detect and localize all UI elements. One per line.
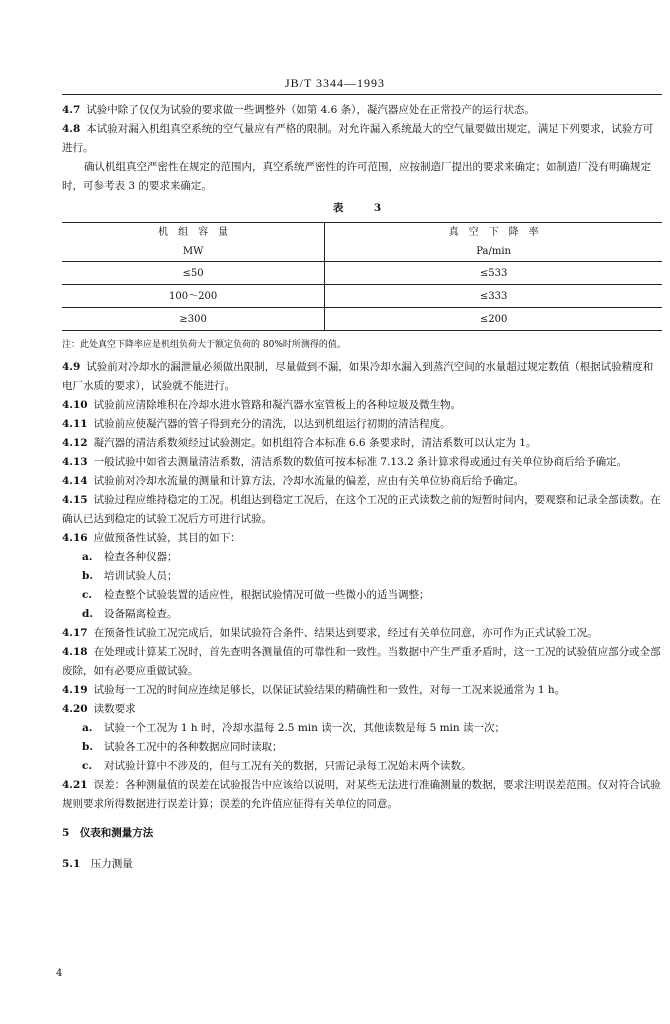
numbered-paragraph: [62, 700, 662, 719]
list-item: [62, 605, 662, 624]
paragraph-text: 试验前应清除堆积在冷却水进水管路和凝汽器水室管板上的各种垃圾及微生物。: [93, 399, 462, 411]
list-item: [62, 586, 662, 605]
paragraph-text: 在预备性试验工况完成后，如果试验符合条件、结果达到要求，经过有关单位同意，亦可作为正式试验工况。: [93, 627, 598, 639]
list-item-label: d.: [82, 608, 93, 620]
section-title: 仪表和测量方法: [79, 827, 154, 839]
table-header-rate-label: 真 空 下 降 率: [448, 227, 539, 238]
list-item-text: 培训试验人员；: [104, 570, 178, 582]
list-item-label: a.: [82, 551, 93, 563]
list-item: [62, 719, 662, 738]
table-cell-rate: ≤533: [325, 262, 662, 285]
paragraph-number: 4.14: [62, 475, 88, 487]
paragraph-number: 4.15: [62, 494, 88, 506]
table-note: 注：此处真空下降率应是机组负荷大于额定负荷的 80%时所测得的值。: [62, 340, 346, 350]
table-row: [62, 285, 662, 308]
section-5-1-heading: [62, 855, 662, 874]
paragraph-number: 4.11: [62, 418, 88, 430]
paragraph-text: 误差：各种测量值的误差在试验报告中应该给以说明，对某些无法进行准确测量的数据，要求注明误差范围。仅对符合试验规则要求所得数据进行误差计算；误差的允许值应征得有关单位的同意。: [62, 779, 661, 810]
paragraph-number: 4.13: [62, 456, 88, 468]
table-cell-rate: ≤200: [325, 308, 662, 331]
paragraph-text: 一般试验中如省去测量清洁系数，清洁系数的数值可按本标准 7.13.2 条计算求得或通过有关单位协商后给予确定。: [93, 456, 628, 468]
numbered-paragraph: [62, 101, 662, 120]
numbered-paragraph: [62, 358, 662, 396]
numbered-paragraph: [62, 529, 662, 548]
table-cell-capacity: ≥300: [62, 308, 325, 331]
paragraph-text: 读数要求: [93, 703, 136, 715]
list-item: [62, 567, 662, 586]
section-5-heading: [62, 824, 662, 843]
paragraph-number: 4.10: [62, 399, 88, 411]
paragraph-number: 4.19: [62, 684, 88, 696]
list-item-label: b.: [82, 570, 93, 582]
subsection-number: 5.1: [62, 858, 81, 870]
numbered-paragraph: [62, 415, 662, 434]
table-cell-rate: ≤333: [325, 285, 662, 308]
paragraph-4-21: [62, 776, 662, 814]
paragraph-number: 4.16: [62, 532, 88, 544]
numbered-paragraph: [62, 643, 662, 681]
table-header-capacity: [62, 223, 325, 262]
list-item-text: 设备隔离检查。: [104, 608, 178, 620]
list-item-label: c.: [82, 760, 93, 772]
subsection-title: 压力测量: [90, 858, 133, 870]
vacuum-drop-table: [62, 222, 662, 331]
header-rule: [62, 94, 662, 95]
table-header-capacity-label: 机 组 容 量: [158, 227, 229, 238]
paragraph-text: 本试验对漏入机组真空系统的空气量应有严格的限制。对允许漏入系统最大的空气量要做出规定，满足下列要求，试验方可进行。: [62, 123, 654, 154]
list-item-text: 检查整个试验装置的适应性，根据试验情况可做一些微小的适当调整；: [104, 589, 430, 601]
numbered-paragraph: [62, 624, 662, 643]
list-item-text: 对试验计算中不涉及的，但与工况有关的数据，只需记录每工况始末两个读数。: [104, 760, 472, 772]
paragraph-text: 试验前对冷却水流量的测量和计算方法，冷却水流量的偏差，应由有关单位协商后给予确定。: [93, 475, 525, 487]
page-number: 4: [56, 968, 63, 979]
document-body: [62, 101, 662, 874]
table-cell-capacity: 100～200: [62, 285, 325, 308]
paragraph-number: 4.20: [62, 703, 88, 715]
numbered-paragraph: [62, 396, 662, 415]
list-item-label: a.: [82, 722, 93, 734]
paragraph-number: 4.21: [62, 779, 88, 791]
paragraph-text: 凝汽器的清洁系数须经过试验测定。如机组符合本标准 6.6 条要求时，清洁系数可以认定为 1。: [93, 437, 537, 449]
list-item: [62, 548, 662, 567]
paragraph-number: 4.18: [62, 646, 88, 658]
list-item-label: c.: [82, 589, 93, 601]
list-item-text: 试验各工况中的各种数据应同时读取；: [104, 741, 283, 753]
paragraph-text: 试验过程应维持稳定的工况。机组达到稳定工况后，在这个工况的正式读数之前的短暂时间内，要观察和记录全部读数。在确认已达到稳定的试验工况后方可进行试验。: [62, 494, 661, 525]
paragraph-text: 在处理或计算某工况时，首先查明各测量值的可靠性和一致性。当数据中产生严重矛盾时，这一工况的试验值应部分或全部废除，如有必要应重做试验。: [62, 646, 661, 677]
table-header-capacity-unit: MW: [182, 246, 204, 257]
numbered-paragraph: [62, 453, 662, 472]
table-header-rate: [325, 223, 662, 262]
paragraph-text: 试验每一工况的时间应连续足够长，以保证试验结果的精确性和一致性，对每一工况来说通常为 1 h。: [93, 684, 566, 696]
numbered-paragraph: [62, 120, 662, 158]
table-row: [62, 262, 662, 285]
paragraph-text: 试验前对冷却水的漏泄量必须做出限制，尽量做到不漏，如果冷却水漏入到蒸汽空间的水量超过规定数值（根据试验精度和电厂水质的要求），试验就不能进行。: [62, 361, 654, 392]
paragraph-number: 4.12: [62, 437, 88, 449]
list-item-text: 试验一个工况为 1 h 时，冷却水温每 2.5 min 读一次，其他读数是每 5 min 读一次；: [104, 722, 506, 734]
paragraph-text: 应做预备性试验，其目的如下：: [93, 532, 241, 544]
paragraph-text: 试验前应使凝汽器的管子得到充分的清洗，以达到机组运行初期的清洁程度。: [93, 418, 451, 430]
table-header-rate-unit: Pa/min: [476, 246, 511, 257]
table-cell-capacity: ≤50: [62, 262, 325, 285]
numbered-paragraph: [62, 434, 662, 453]
numbered-paragraph: [62, 491, 662, 529]
paragraph-number: 4.17: [62, 627, 88, 639]
section-number: 5: [62, 827, 70, 839]
paragraph-number: 4.8: [62, 123, 81, 135]
paragraph-confirm-airtightness: 确认机组真空严密性在规定的范围内，真空系统严密性的许可范围，应按制造厂提出的要求来确定；如制造厂没有明确规定时，可参考表 3 的要求来确定。: [62, 161, 651, 192]
document-header-code: JB/T 3344—1993: [284, 76, 386, 90]
table-title: 表 3: [332, 202, 392, 214]
table-row: [62, 308, 662, 331]
numbered-paragraph: [62, 681, 662, 700]
list-item: [62, 738, 662, 757]
list-item-label: b.: [82, 741, 93, 753]
paragraph-number: 4.7: [62, 104, 81, 116]
list-item: [62, 757, 662, 776]
numbered-paragraph: [62, 472, 662, 491]
list-item-text: 检查各种仪器；: [104, 551, 178, 563]
paragraph-number: 4.9: [62, 361, 81, 373]
paragraph-text: 试验中除了仅仅为试验的要求做一些调整外（如第 4.6 条），凝汽器应处在正常投产的运行状态。: [86, 104, 535, 116]
